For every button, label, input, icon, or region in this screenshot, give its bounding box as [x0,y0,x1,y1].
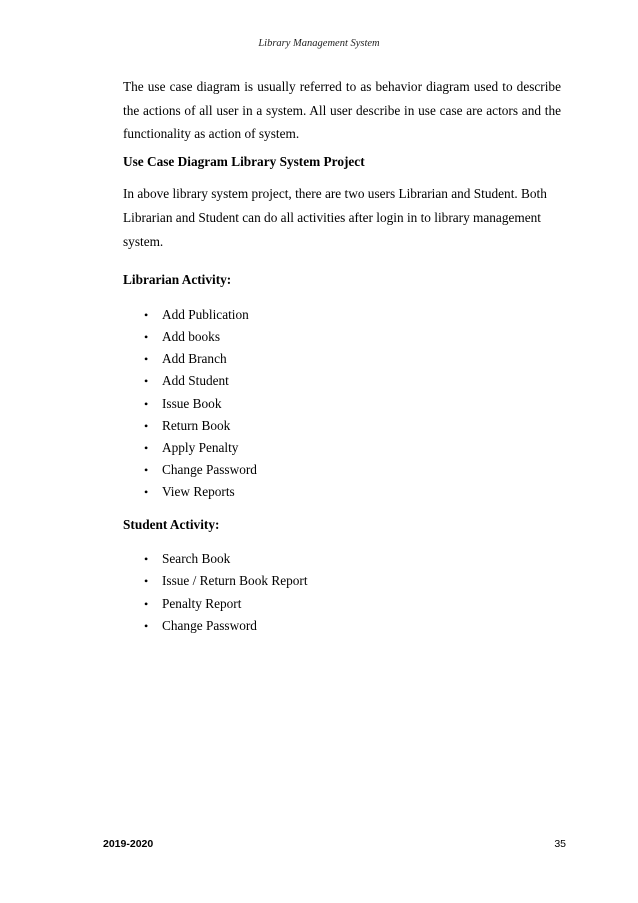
page-content [123,75,561,637]
list-item-label: Return Book [162,417,231,433]
librarian-activity-list [123,304,561,504]
list-item-label: Issue / Return Book Report [162,573,308,589]
list-item [123,481,561,503]
list-item [123,570,561,592]
list-item-label: Apply Penalty [162,439,239,455]
list-item [123,393,561,415]
bullet-icon: • [144,463,149,478]
list-item-label: Issue Book [162,395,222,411]
list-item-label: View Reports [162,484,235,500]
list-item [123,437,561,459]
intro-paragraph: The use case diagram is usually referred to as behavior diagram used to describe the actions of all user in a system. All user describe in use case are actors and the functionality as action of system. [123,79,561,142]
list-item [123,326,561,348]
list-item-label: Change Password [162,462,257,478]
bullet-icon: • [144,352,149,367]
page-header-title: Library Management System [258,38,380,49]
bullet-icon: • [144,374,149,389]
student-activity-list [123,548,561,637]
bullet-icon: • [144,418,149,433]
list-item [123,459,561,481]
bullet-icon: • [144,440,149,455]
list-item-label: Add Student [162,373,229,389]
list-item-label: Add Branch [162,351,227,367]
list-item [123,593,561,615]
list-item-label: Add Publication [162,306,249,322]
footer-page-number: 35 [554,838,566,850]
bullet-icon: • [144,596,149,611]
list-item [123,304,561,326]
list-item [123,348,561,370]
bullet-icon: • [144,618,149,633]
bullet-icon: • [144,329,149,344]
list-item [123,548,561,570]
student-activity-heading: Student Activity: [123,516,220,532]
section-heading-use-case: Use Case Diagram Library System Project [123,153,365,169]
footer-year: 2019-2020 [103,838,154,850]
bullet-icon: • [144,307,149,322]
list-item [123,615,561,637]
bullet-icon: • [144,574,149,589]
bullet-icon: • [144,396,149,411]
list-item-label: Search Book [162,551,231,567]
list-item-label: Add books [162,328,220,344]
list-item [123,370,561,392]
list-item-label: Change Password [162,617,257,633]
bullet-icon: • [144,485,149,500]
section-paragraph: In above library system project, there are two users Librarian and Student. Both Librarian and Student can do all activities after login in to library management system. [123,186,547,249]
bullet-icon: • [144,552,149,567]
list-item-label: Penalty Report [162,595,242,611]
librarian-activity-heading: Librarian Activity: [123,272,232,288]
list-item [123,415,561,437]
